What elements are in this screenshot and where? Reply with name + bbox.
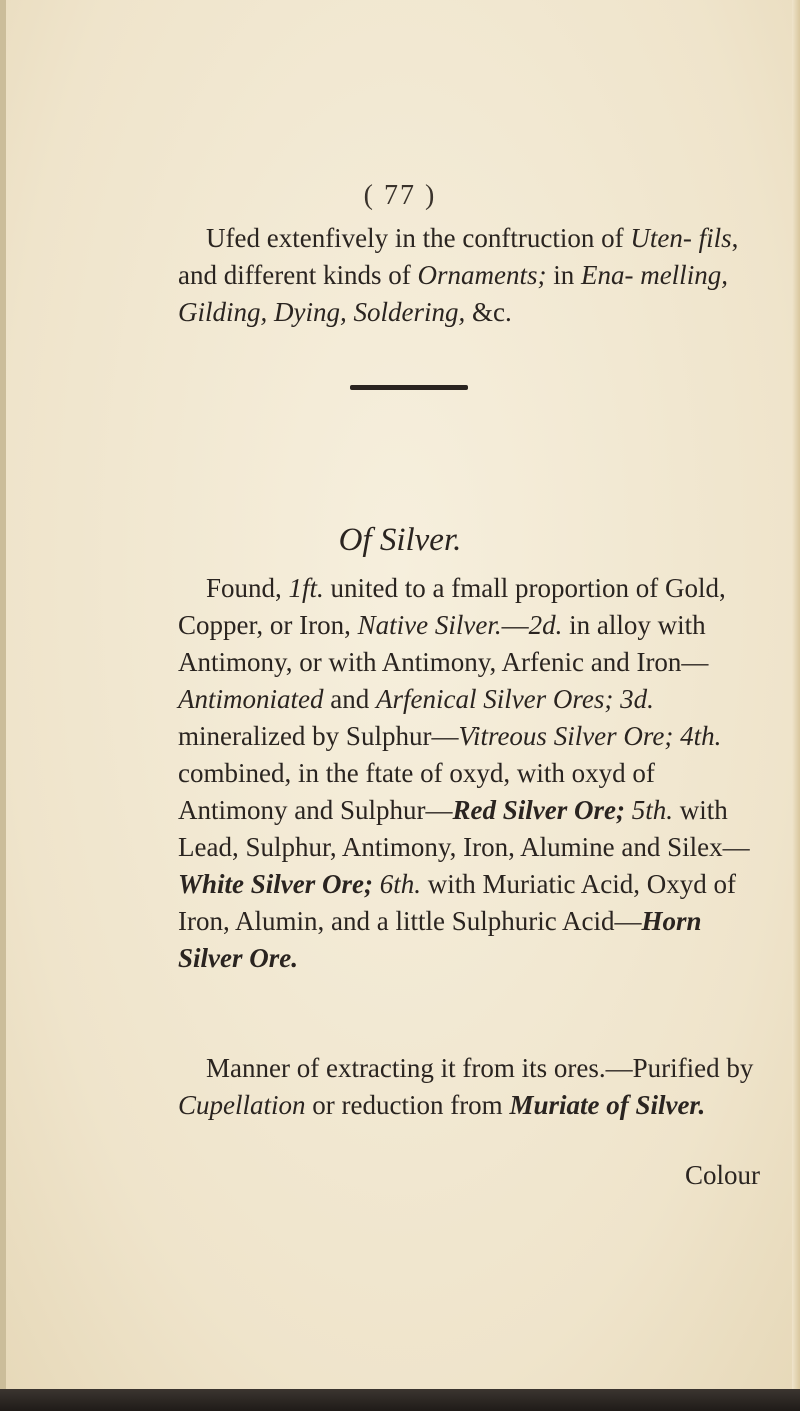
paragraph-uses: Ufed extenfively in the conftruction of Uten- fils, and different kinds of Ornaments; in Ena- melling, Gilding, Dying, Soldering, &c. bbox=[178, 223, 739, 327]
section-heading: Of Silver. bbox=[338, 522, 462, 558]
paragraph-found: Found, 1ft. united to a fmall proportion of Gold, Copper, or Iron, Native Silver.—2d. in alloy with Antimony, or with Antimony, Arfenic and Iron—Antimoniated and Arfenical Silver Ores; 3d. mineralized by Sulphur—Vitreous Silver Ore; 4th. combined, in the ftate of oxyd, with oxyd of Antimony and Sulphur—Red Silver Ore; 5th. with Lead, Sulphur, Antimony, Iron, Alumine and Silex—White Silver Ore; 6th. with Muriatic Acid, Oxyd of Iron, Alumin, and a little Sulphuric Acid—Horn Silver Ore. bbox=[178, 573, 750, 973]
paragraph-extraction: Manner of extracting it from its ores.—Purified by Cupellation or reduction from Muriate of Silver. bbox=[178, 1053, 754, 1120]
page-bottom-edge bbox=[0, 1389, 800, 1411]
section-divider-rule bbox=[350, 385, 468, 390]
page-number: ( 77 ) bbox=[363, 180, 437, 211]
catchword: Colour bbox=[684, 1160, 760, 1190]
